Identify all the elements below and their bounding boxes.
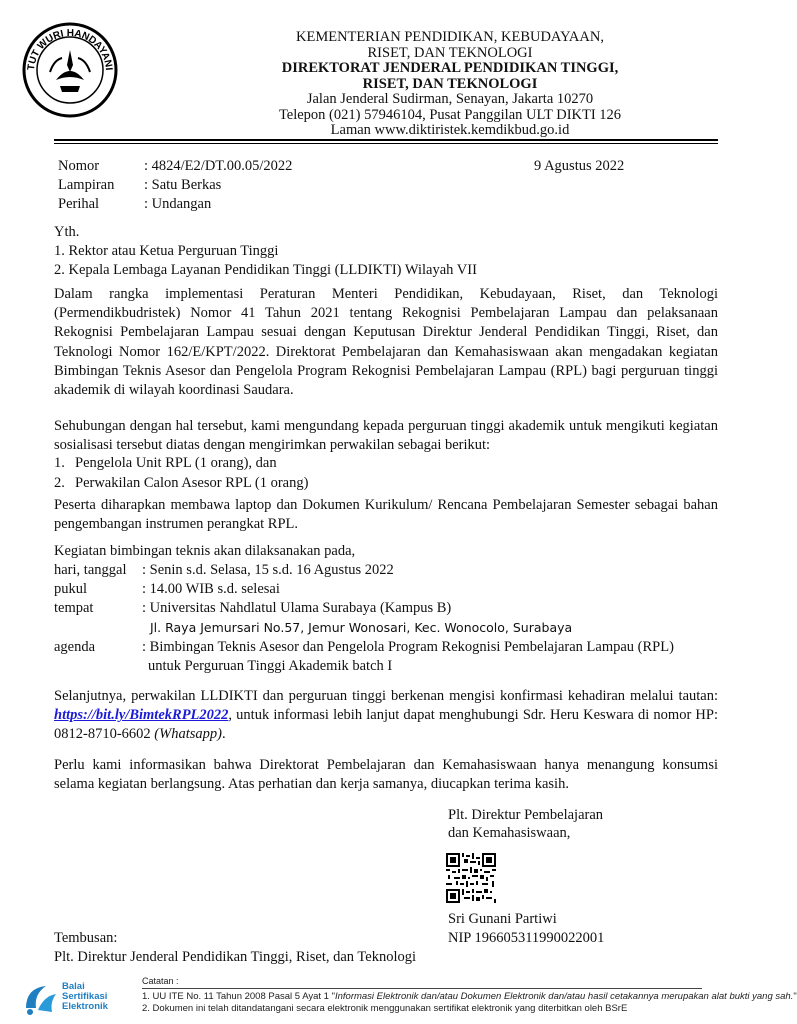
address: Jalan Jenderal Sudirman, Senayan, Jakarta 10270 xyxy=(306,91,594,107)
signature-title-2: dan Kemahasiswaan, xyxy=(448,825,571,841)
note-1-quote: Informasi Elektronik dan/atau Dokumen Elektronik dan/atau hasil cetakannya merupakan alat bukti yang sah. xyxy=(334,991,794,1002)
paragraph-invitation: Sehubungan dengan hal tersebut, kami mengundang kepada perguruan tinggi akademik untuk mengikuti kegiatan sosialisasi tersebut diatas dengan mengirimkan perwakilan sebagai berikut: xyxy=(54,418,718,454)
period: . xyxy=(221,726,226,743)
nomor-label: Nomor xyxy=(58,158,100,174)
bsre-name xyxy=(62,982,108,1012)
paragraph-closing: Perlu kami informasikan bahwa Direktorat Pembelajaran dan Kemahasiswaan hanya menangung konsumsi selama kegiatan berlangsung. Atas perhatian dan kerja samanya, diucapkan terima kasih. xyxy=(54,757,718,793)
signatory xyxy=(448,910,604,948)
letter-date: 9 Agustus 2022 xyxy=(534,158,625,174)
letter-meta xyxy=(58,157,658,217)
lampiran-label: Lampiran xyxy=(58,177,115,193)
signature-title-1: Plt. Direktur Pembelajaran xyxy=(448,807,604,823)
ministry-name: KEMENTERIAN PENDIDIKAN, KEBUDAYAAN, xyxy=(296,29,604,45)
signatory-name: Sri Gunani Partiwi xyxy=(448,911,557,927)
time-label: pukul xyxy=(54,581,88,597)
schedule-row-time xyxy=(54,580,718,599)
paragraph-requirements: Peserta diharapkan membawa laptop dan Dokumen Kurikulum/ Rencana Pembelajaran Semester sebagai bahan pengembangan instrumen perangkat RPL. xyxy=(54,497,718,533)
agenda-value: : Bimbingan Teknis Asesor dan Pengelola Program Rekognisi Pembelajaran Lampau (RPL) xyxy=(142,639,674,655)
signatory-nip: NIP 196605311990022001 xyxy=(448,930,605,946)
list-number: 1. xyxy=(54,455,65,471)
yth: Yth. xyxy=(54,224,80,240)
notes-divider xyxy=(142,988,702,989)
carbon-copy xyxy=(54,929,416,967)
agenda-value-2: untuk Perguruan Tinggi Akademik batch I xyxy=(148,658,393,674)
time-value: : 14.00 WIB s.d. selesai xyxy=(142,581,280,597)
place-value: : Universitas Nahdlatul Ulama Surabaya (Kampus B) xyxy=(142,600,452,616)
cc-item: Plt. Direktur Jenderal Pendidikan Tinggi, Riset, dan Teknologi xyxy=(54,949,417,965)
addressee xyxy=(54,223,718,280)
note-1 xyxy=(142,991,797,1003)
date-label: hari, tanggal xyxy=(54,562,127,578)
contact-text: , untuk informasi lebih lanjut dapat menghubungi Sdr. Heru Keswara di nomor HP: 0812-8710-6602 xyxy=(54,707,718,743)
whatsapp-label: (Whatsapp) xyxy=(154,726,222,743)
schedule-row-date xyxy=(54,561,718,580)
agenda-label: agenda xyxy=(54,639,96,655)
schedule-intro: Kegiatan bimbingan teknis akan dilaksanakan pada, xyxy=(54,543,356,559)
notes-header: Catatan : xyxy=(142,976,179,986)
paragraph-intro: Dalam rangka implementasi Peraturan Menteri Pendidikan, Kebudayaan, Riset, dan Teknologi (Permendikbudristek) Nomor 41 Tahun 2021 tentang Rekognisi Pembelajaran Lampau dan pelaksanaan Rekognisi Pembelajaran Lampau sesuai dengan Keputusan Direktur Jenderal Pendidikan Tinggi, Riset, dan Teknologi Nomor 162/E/KPT/2022. Direktorat Pembelajaran dan Kemahasiswaan akan mengadakan kegiatan Bimbingan Teknis Asesor dan Pengelola Program Rekognisi Pembelajaran Lampau (RPL) bagi perguruan tinggi akademik di wilayah koordinasi Saudara. xyxy=(54,286,718,399)
list-text: Perwakilan Calon Asesor RPL (1 orang) xyxy=(75,475,309,491)
list-text: Pengelola Unit RPL (1 orang), dan xyxy=(75,455,277,471)
header-rule-thin xyxy=(54,143,718,144)
footer-notes xyxy=(142,975,797,1015)
list-item xyxy=(54,454,277,473)
ministry-name-2: RISET, DAN TEKNOLOGI xyxy=(367,44,533,61)
perihal-value: : Undangan xyxy=(144,196,212,212)
tut-wuri-handayani-logo xyxy=(20,20,120,120)
list-number: 2. xyxy=(54,475,65,491)
website: Laman www.diktiristek.kemdikbud.go.id xyxy=(330,122,570,138)
phone: Telepon (021) 57946104, Pusat Panggilan ULT DIKTI 126 xyxy=(278,106,622,123)
registration-link[interactable]: https://bit.ly/BimtekRPL2022 xyxy=(54,707,229,724)
nomor-value: : 4824/E2/DT.00.05/2022 xyxy=(144,158,293,174)
paragraph-confirmation xyxy=(54,687,718,745)
note-2: 2. Dokumen ini telah ditandatangani secara elektronik menggunakan sertifikat elektronik yang diterbitkan oleh BSrE xyxy=(142,1003,628,1014)
note-1-prefix: 1. UU ITE No. 11 Tahun 2008 Pasal 5 Ayat 1 " xyxy=(142,991,335,1002)
cc-label: Tembusan: xyxy=(54,930,118,946)
header-rule xyxy=(54,139,718,141)
bsre-logo-icon xyxy=(22,982,60,1016)
schedule-row-address xyxy=(54,618,718,638)
directorate-name-2: RISET, DAN TEKNOLOGI xyxy=(362,75,538,92)
schedule-row-agenda xyxy=(54,638,718,657)
place-label: tempat xyxy=(54,600,94,616)
bsre-line-1: Balai xyxy=(62,981,85,992)
bsre-line-3: Elektronik xyxy=(62,1001,108,1012)
lampiran-value: : Satu Berkas xyxy=(144,177,222,193)
letterhead xyxy=(220,30,680,139)
qr-code-icon xyxy=(446,853,496,903)
schedule-row-place xyxy=(54,599,718,618)
schedule-row-agenda-2 xyxy=(54,657,718,676)
schedule xyxy=(54,542,718,676)
addressee-2: 2. Kepala Lembaga Layanan Pendidikan Tinggi (LLDIKTI) Wilayah VII xyxy=(54,262,477,278)
signature-title xyxy=(448,806,603,842)
note-1-suffix: " xyxy=(793,991,797,1002)
directorate-name: DIREKTORAT JENDERAL PENDIDIKAN TINGGI, xyxy=(281,60,619,76)
perihal-label: Perihal xyxy=(58,196,100,212)
list-item xyxy=(54,474,309,493)
date-value: : Senin s.d. Selasa, 15 s.d. 16 Agustus 2022 xyxy=(142,562,394,578)
svg-text:TUT WURI HANDAYANI: TUT WURI HANDAYANI xyxy=(25,27,114,71)
addressee-1: 1. Rektor atau Ketua Perguruan Tinggi xyxy=(54,243,279,259)
bsre-line-2: Sertifikasi xyxy=(62,991,108,1002)
place-address: Jl. Raya Jemursari No.57, Jemur Wonosari, Kec. Wonocolo, Surabaya xyxy=(150,620,573,635)
confirmation-text: Selanjutnya, perwakilan LLDIKTI dan perguruan tinggi berkenan mengisi konfirmasi kehadiran melalui tautan: xyxy=(54,688,718,704)
